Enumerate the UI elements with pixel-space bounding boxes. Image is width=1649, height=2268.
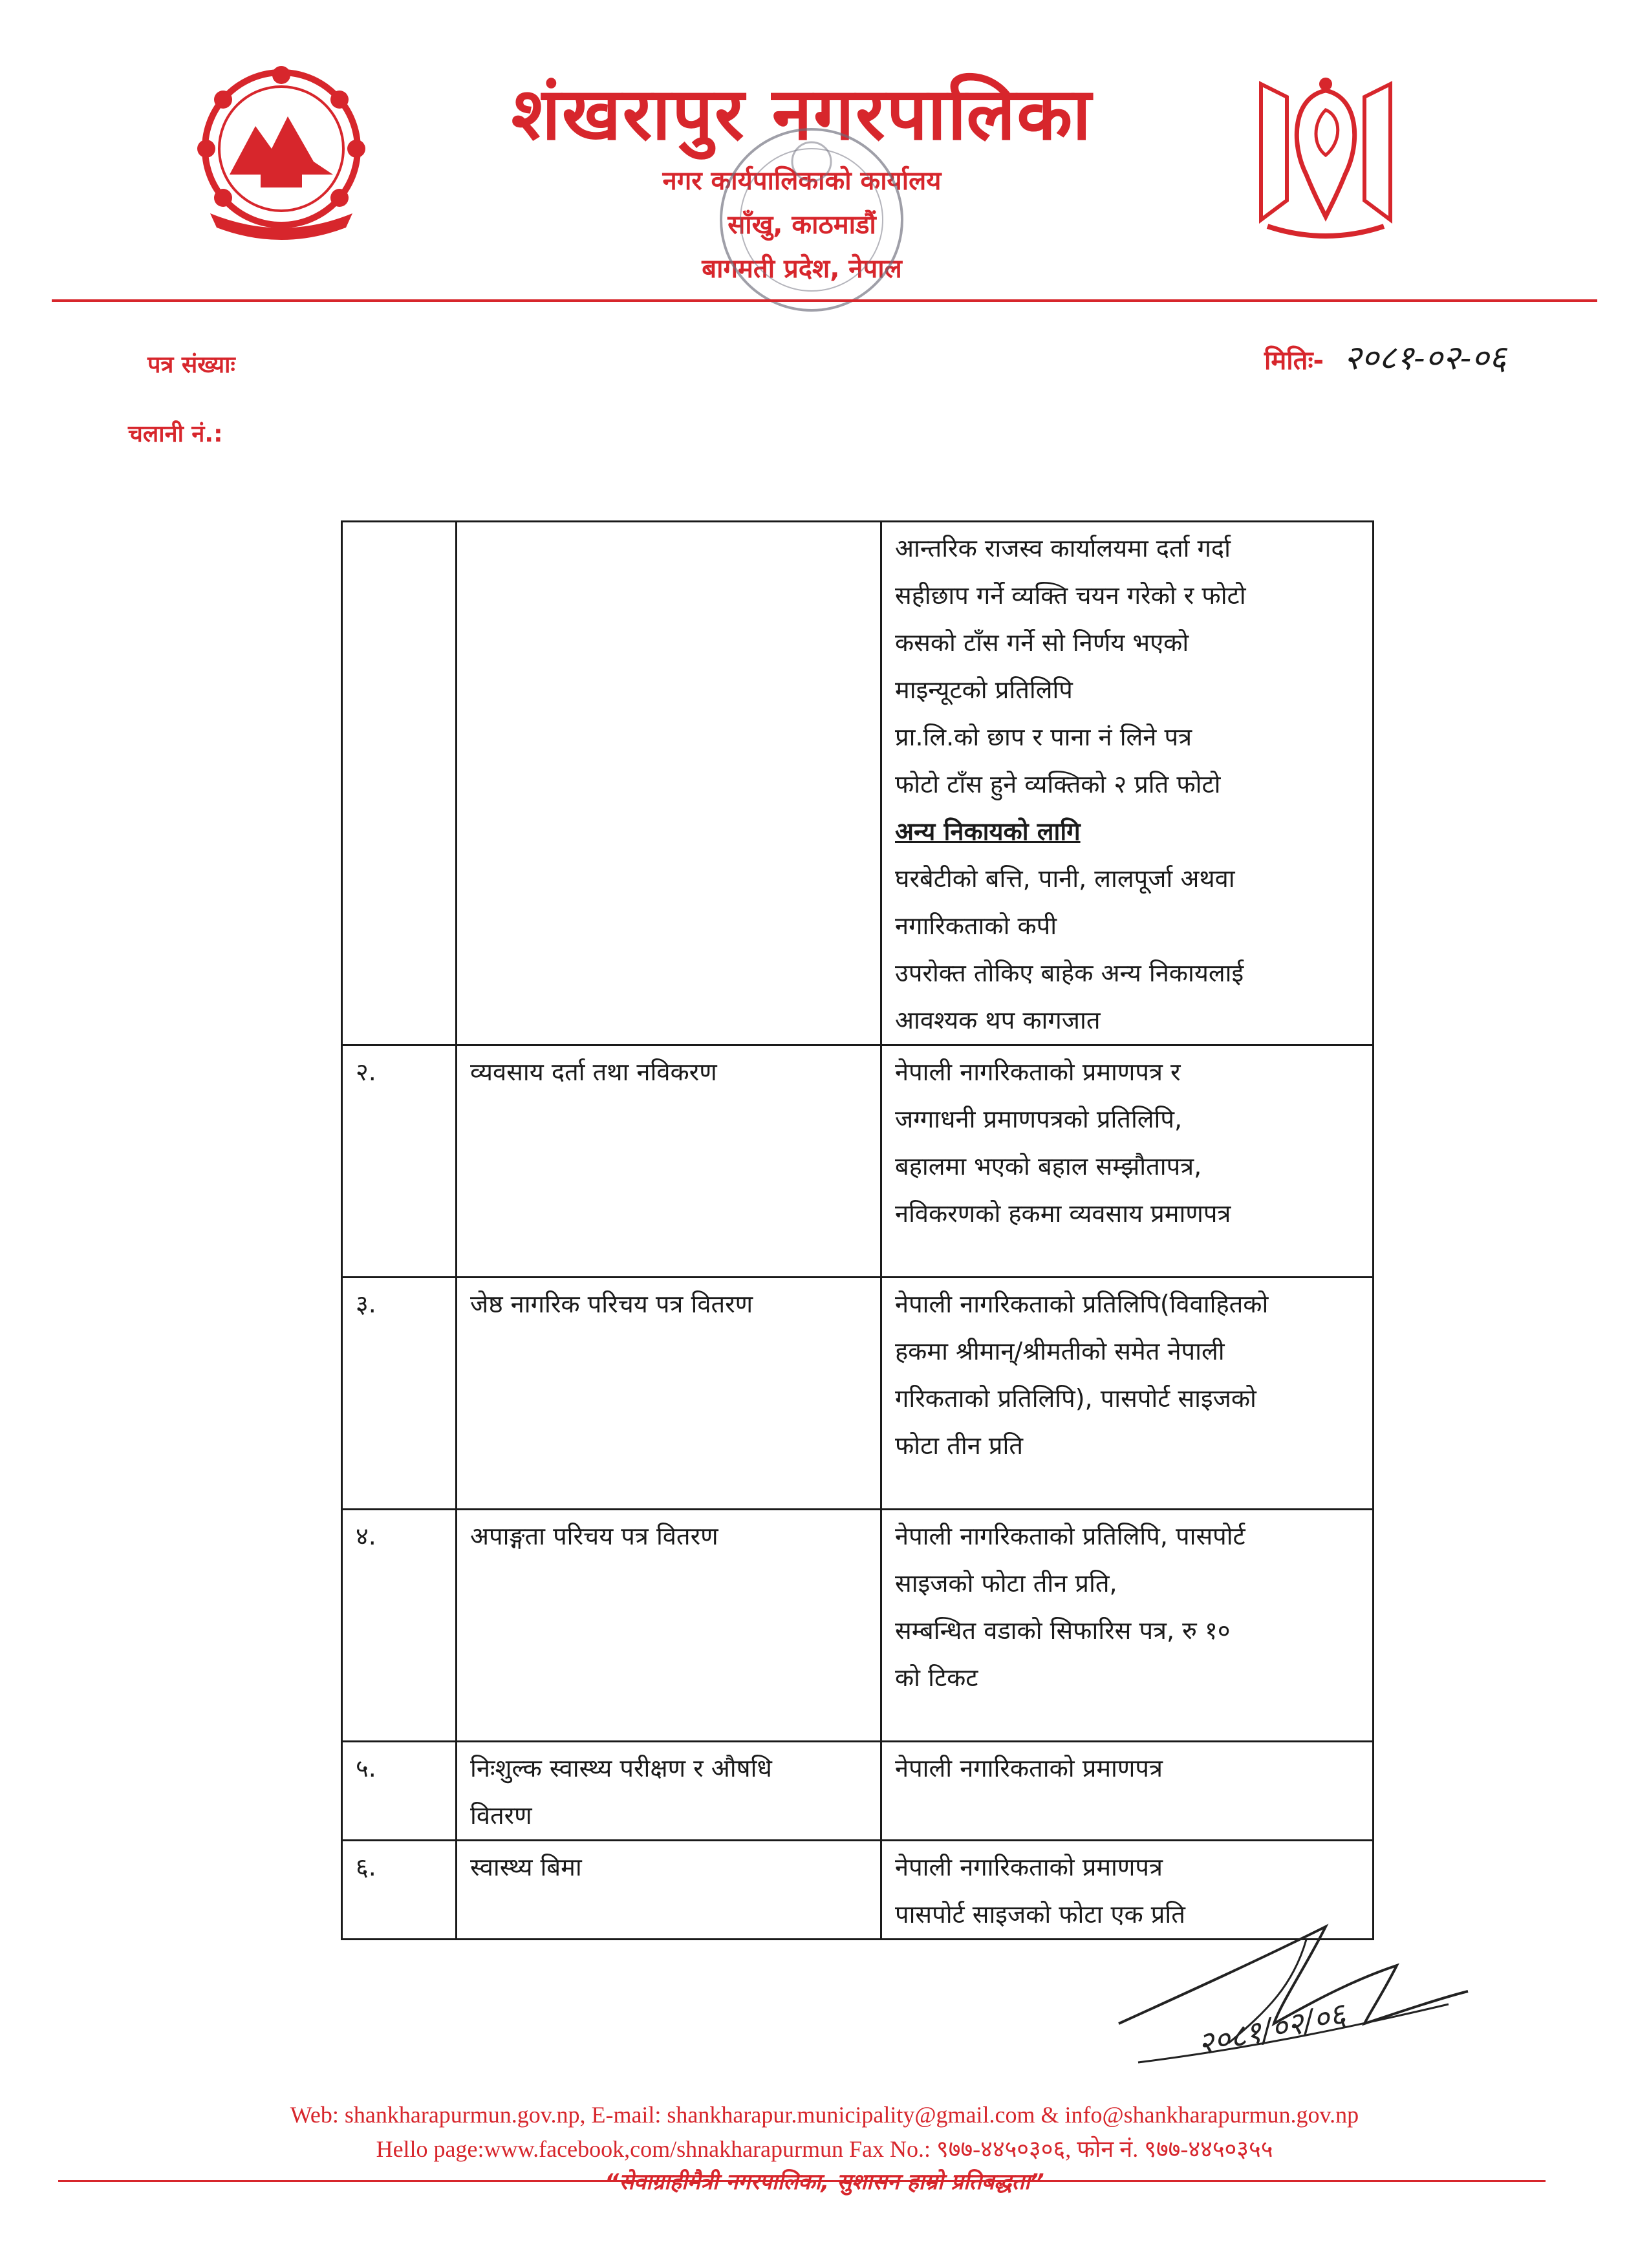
document-line: माइन्यूटको प्रतिलिपि: [895, 676, 1073, 704]
document-line: को टिकट: [895, 1664, 978, 1692]
required-documents-cell: [881, 1045, 1374, 1278]
document-line: साइजको फोटा तीन प्रति,: [895, 1569, 1117, 1598]
date-value: २०८१-०२-०६: [1344, 339, 1507, 378]
service-cell: [457, 1045, 881, 1278]
table-row: [342, 1045, 1374, 1278]
serial-number: ५.: [356, 1754, 376, 1782]
document-line: आवश्यक थप कागजात: [895, 1006, 1101, 1034]
footer-social-fax: Hello page:www.facebook,com/shnakharapurmun Fax No.: ९७७-४४५०३०६, फोन नं. ९७७-४४५०३५५: [376, 2136, 1273, 2162]
nepal-emblem-icon: [184, 65, 378, 246]
service-cell: [457, 1510, 881, 1742]
document-line: प्रा.लि.को छाप र पाना नं लिने पत्र: [895, 723, 1192, 751]
document-line: नेपाली नागरिकताको प्रमाणपत्र र: [895, 1058, 1181, 1086]
document-line: पासपोर्ट साइजको फोटा एक प्रति: [895, 1900, 1185, 1929]
document-line: घरबेटीको बत्ति, पानी, लालपूर्जा अथवा: [895, 864, 1235, 893]
service-name: निःशुल्क स्वास्थ्य परीक्षण र औषधि: [470, 1754, 772, 1782]
document-line: जग्गाधनी प्रमाणपत्रको प्रतिलिपि,: [895, 1105, 1183, 1133]
serial-number-cell: [342, 1278, 457, 1510]
date-label: मितिः-: [1264, 346, 1324, 376]
reference-number-label: पत्र संख्याः: [147, 352, 235, 378]
serial-number: २.: [356, 1058, 376, 1086]
office-province: बागमती प्रदेश, नेपाल: [702, 254, 902, 284]
serial-number-cell: [342, 1510, 457, 1742]
document-line: नेपाली नगारिकताको प्रमाणपत्र: [895, 1853, 1163, 1881]
office-location: साँखु, काठमाडौं: [727, 210, 876, 240]
footer-contact: Web: shankharapurmun.gov.np, E-mail: shankharapur.municipality@gmail.com & info@shankharapurmun.gov.np: [290, 2102, 1359, 2128]
table-row: [342, 1742, 1374, 1841]
service-cell: [457, 1841, 881, 1940]
required-documents-cell: [881, 1278, 1374, 1510]
required-documents-cell: [881, 1510, 1374, 1742]
required-documents-cell: [881, 522, 1374, 1045]
serial-number-cell: [342, 1742, 457, 1841]
table-row: [342, 1510, 1374, 1742]
serial-number: ४.: [356, 1522, 376, 1550]
service-name: व्यवसाय दर्ता तथा नविकरण: [470, 1058, 717, 1086]
document-line: कसको टाँस गर्ने सो निर्णय भएको: [895, 628, 1189, 657]
document-line: सम्बन्धित वडाको सिफारिस पत्र, रु १०: [895, 1616, 1231, 1645]
serial-number-cell: [342, 1045, 457, 1278]
document-line: नविकरणको हकमा व्यवसाय प्रमाणपत्र: [895, 1199, 1231, 1228]
document-line: आन्तरिक राजस्व कार्यालयमा दर्ता गर्दा: [895, 534, 1231, 562]
footer-motto: “सेवाग्राहीमैत्री नगरपालिका, सुशासन हाम्रो प्रतिबद्धता”: [605, 2169, 1044, 2195]
municipality-title: शंखरापुर नगरपालिका: [511, 72, 1093, 156]
serial-number-cell: [342, 1841, 457, 1940]
service-cell: [457, 1742, 881, 1841]
service-name: जेष्ठ नागरिक परिचय पत्र वितरण: [470, 1290, 753, 1318]
office-name: नगर कार्यपालिकाको कार्यालय: [662, 166, 942, 196]
service-cell: [457, 522, 881, 1045]
signature-mark: [1112, 1914, 1474, 2082]
document-line: नेपाली नागरिकताको प्रतिलिपि, पासपोर्ट: [895, 1522, 1245, 1550]
section-heading: अन्य निकायको लागि: [895, 817, 1081, 846]
service-documents-table: [341, 520, 1374, 1940]
document-line: उपरोक्त तोकिए बाहेक अन्य निकायलाई: [895, 959, 1244, 987]
service-name: अपाङ्गता परिचय पत्र वितरण: [470, 1522, 718, 1550]
conch-logo-icon: [1248, 71, 1403, 246]
document-line: नेपाली नगारिकताको प्रमाणपत्र: [895, 1754, 1163, 1782]
document-line: फोटा तीन प्रति: [895, 1431, 1024, 1460]
required-documents-cell: [881, 1742, 1374, 1841]
signature-date: २०८१/०२/०६: [1194, 1996, 1349, 2063]
document-line: गरिकताको प्रतिलिपि), पासपोर्ट साइजको: [895, 1384, 1256, 1413]
service-cell: [457, 1278, 881, 1510]
header-divider: [52, 299, 1597, 302]
service-name: स्वास्थ्य बिमा: [470, 1853, 582, 1881]
dispatch-number-label: चलानी नं.:: [128, 421, 223, 447]
table-row: [342, 1278, 1374, 1510]
serial-number-cell: [342, 522, 457, 1045]
document-line: बहालमा भएको बहाल सम्झौतापत्र,: [895, 1152, 1202, 1181]
document-line: हकमा श्रीमान्/श्रीमतीको समेत नेपाली: [895, 1337, 1225, 1365]
serial-number: ३.: [356, 1290, 376, 1318]
document-line: सहीछाप गर्ने व्यक्ति चयन गरेको र फोटो: [895, 581, 1246, 610]
office-stamp-icon: [705, 116, 918, 362]
serial-number: ६.: [356, 1853, 376, 1881]
service-name: वितरण: [470, 1801, 532, 1830]
document-line: फोटो टाँस हुने व्यक्तिको २ प्रति फोटो: [895, 770, 1221, 798]
document-line: नेपाली नागरिकताको प्रतिलिपि(विवाहितको: [895, 1290, 1269, 1318]
table-row: [342, 522, 1374, 1045]
document-line: नगारिकताको कपी: [895, 912, 1057, 940]
